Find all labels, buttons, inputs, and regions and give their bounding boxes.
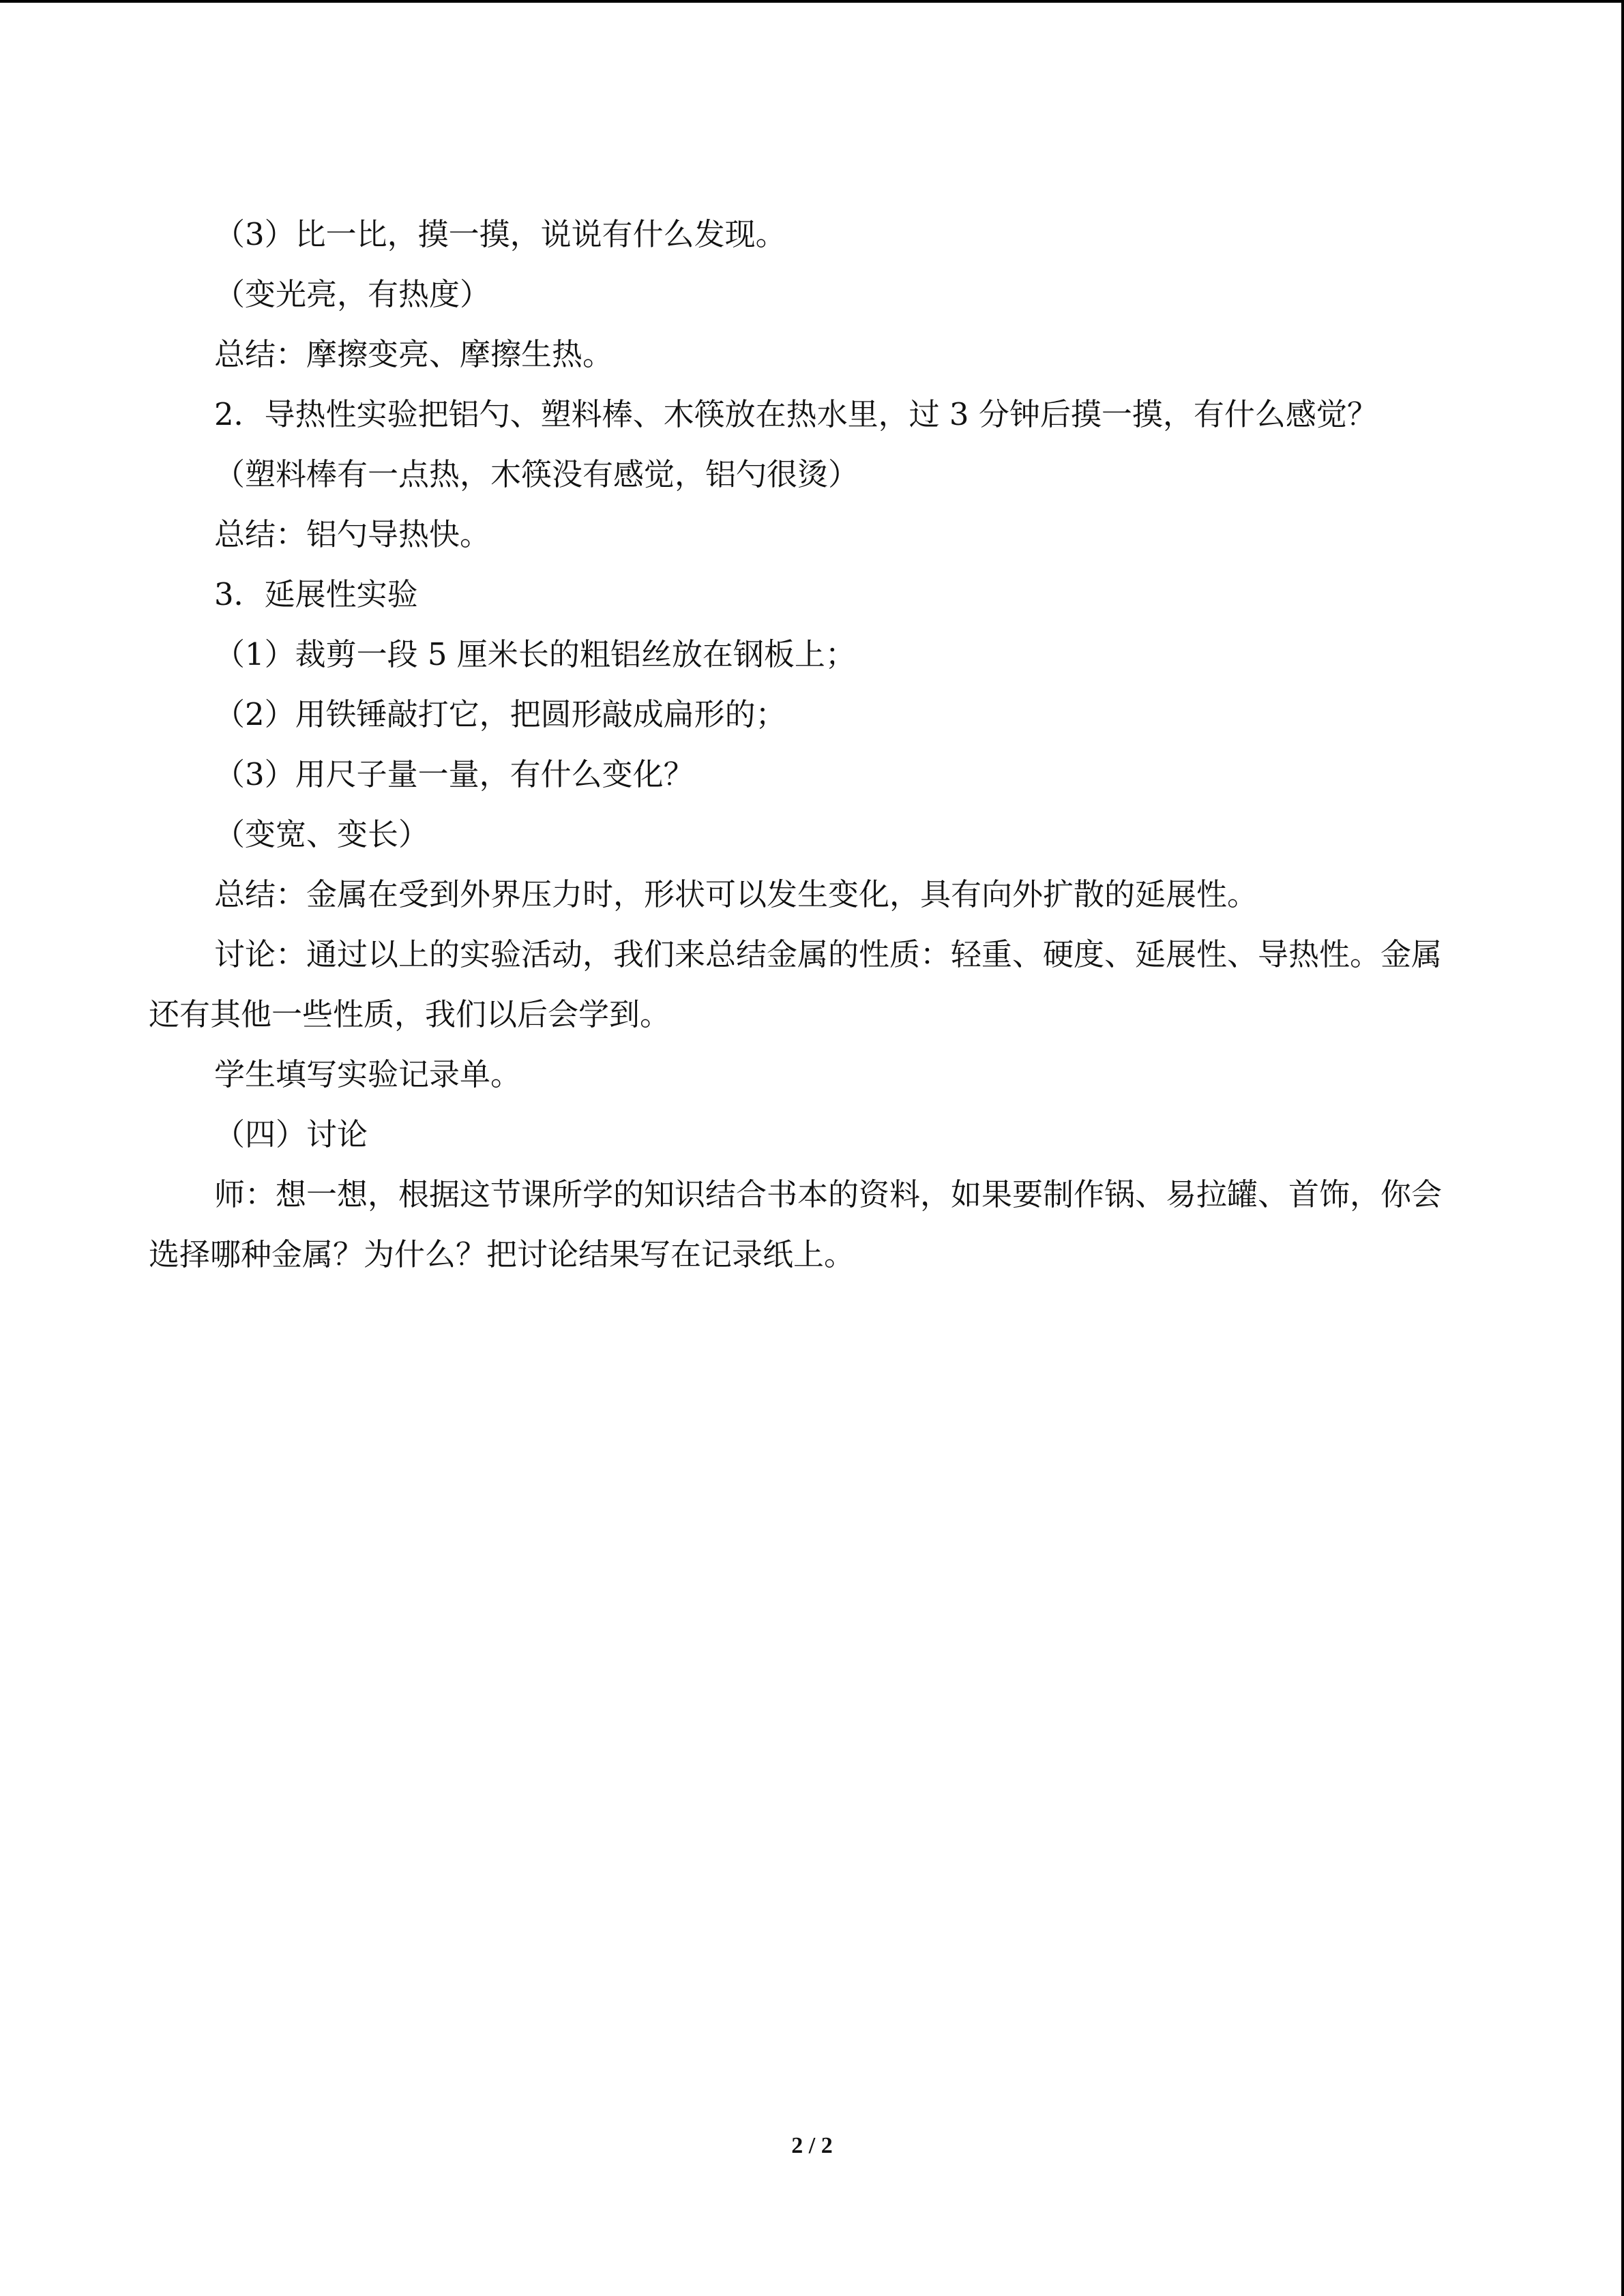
paragraph-heat-conduction-experiment: 2．导热性实验把铝勺、塑料棒、木筷放在热水里，过 3 分钟后摸一摸，有什么感觉？ (214, 396, 1378, 432)
paragraph-record-sheet: 学生填写实验记录单。 (214, 1056, 522, 1092)
paragraph-summary-friction: 总结：摩擦变亮、摩擦生热。 (214, 336, 614, 372)
paragraph-answer-wider-longer: （变宽、变长） (214, 816, 430, 852)
page-border-top (0, 0, 1624, 3)
paragraph-teacher-question: 师：想一想，根据这节课所学的知识结合书本的资料，如果要制作锅、易拉罐、首饰，你会选择哪种金属？为什么？把讨论结果写在记录纸上。 (149, 1176, 1443, 1272)
paragraph-discussion-metal-properties: 讨论：通过以上的实验活动，我们来总结金属的性质：轻重、硬度、延展性、导热性。金属还有其他一些性质，我们以后会学到。 (149, 936, 1443, 1032)
paragraph-step-cut-wire: （1）裁剪一段 5 厘米长的粗铝丝放在钢板上； (214, 636, 856, 672)
paragraph-answer-heat-feel: （塑料棒有一点热，木筷没有感觉，铝勺很烫） (214, 456, 859, 492)
paragraph-summary-ductility: 总结：金属在受到外界压力时，形状可以发生变化，具有向外扩散的延展性。 (214, 876, 1258, 912)
paragraph-ductility-experiment-heading: 3．延展性实验 (214, 576, 418, 612)
document-body (149, 205, 1451, 1285)
page-number: 2 / 2 (791, 2133, 833, 2158)
paragraph-section-discussion-heading: （四）讨论 (214, 1116, 368, 1152)
page-border-right (1621, 0, 1624, 2296)
paragraph-summary-aluminum-spoon: 总结：铝勺导热快。 (214, 516, 491, 552)
paragraph-step-hammer: （2）用铁锤敲打它，把圆形敲成扁形的； (214, 696, 786, 732)
paragraph-compare-touch: （3）比一比，摸一摸，说说有什么发现。 (214, 216, 786, 252)
paragraph-answer-shiny-warm: （变光亮，有热度） (214, 276, 491, 312)
paragraph-step-measure: （3）用尺子量一量，有什么变化？ (214, 756, 694, 792)
